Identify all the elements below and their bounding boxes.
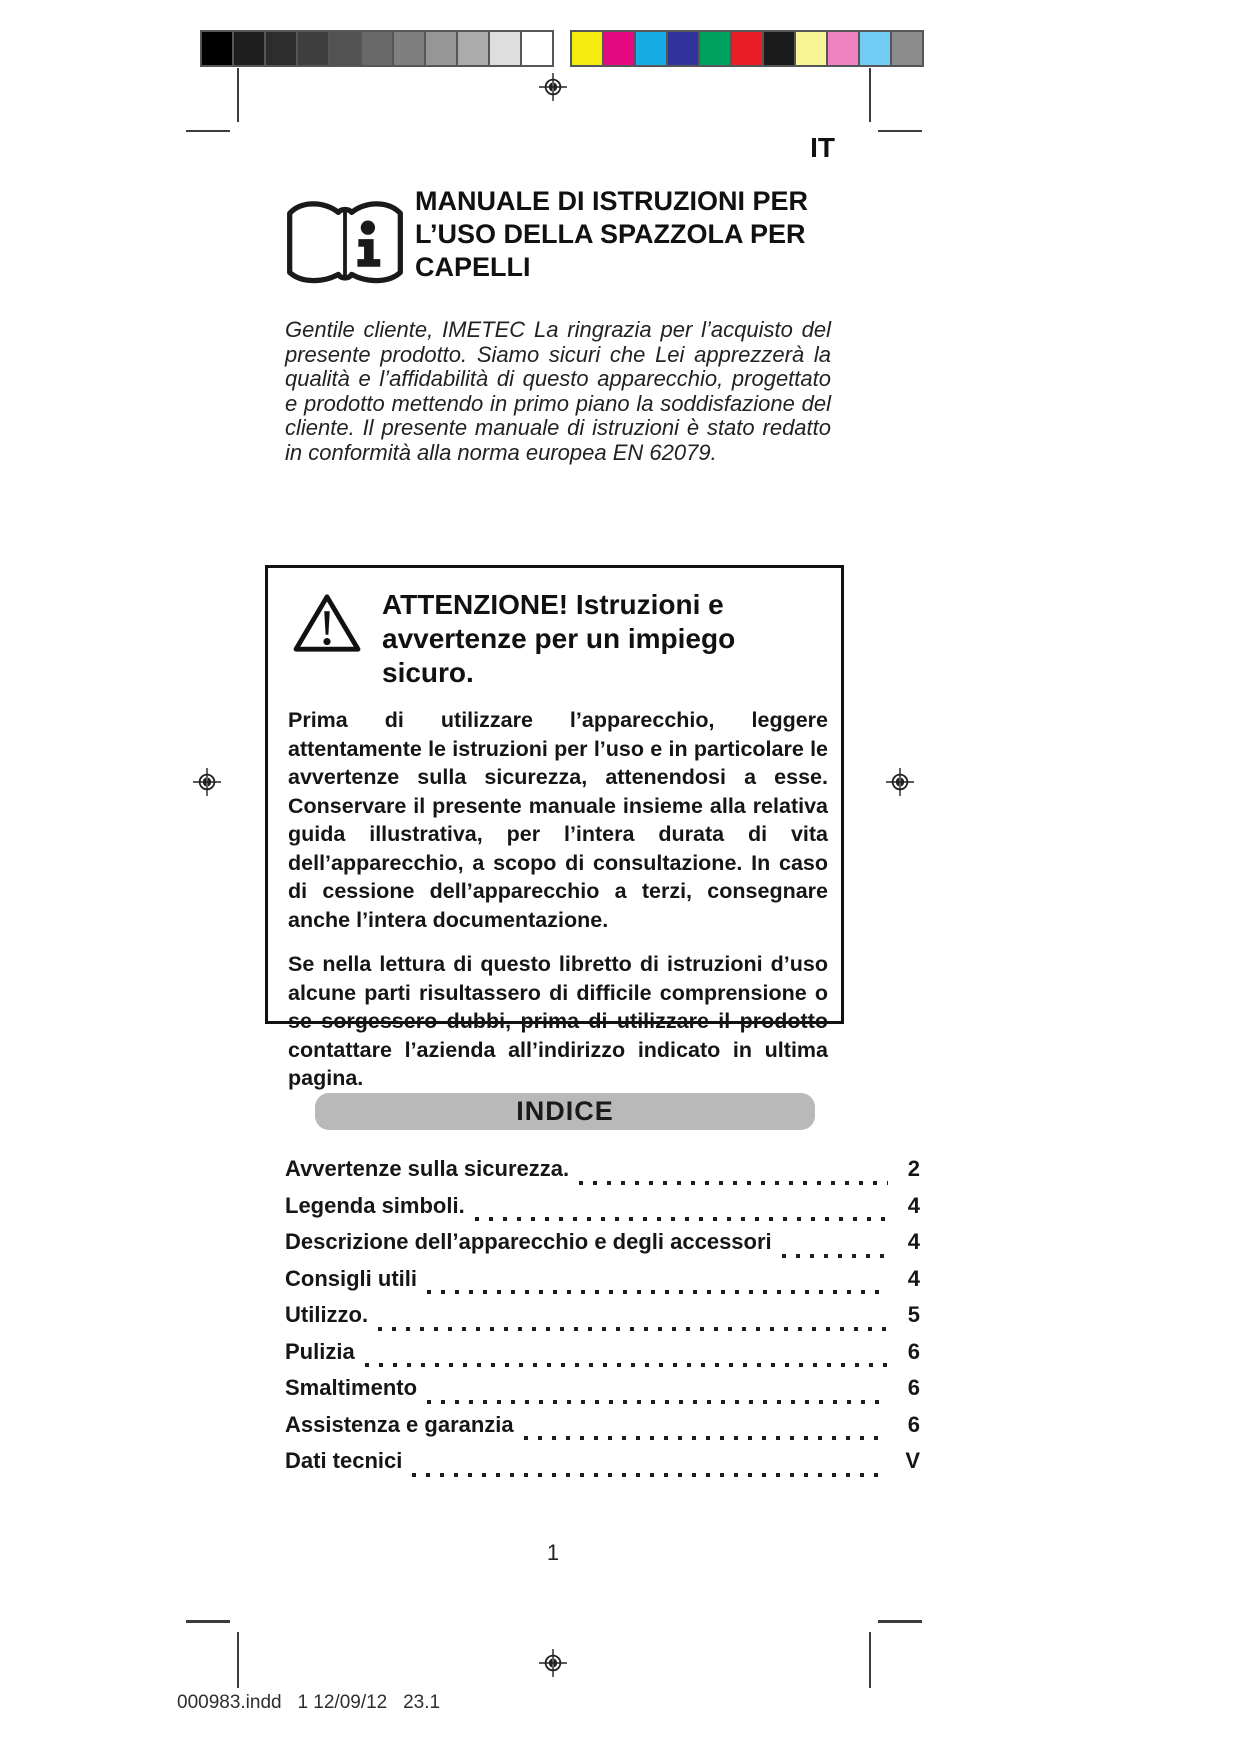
toc-dot-leader [427,1400,888,1404]
toc-dot-leader [782,1254,888,1258]
toc-dot-leader [378,1327,888,1331]
gray-swatch [520,30,554,67]
toc-entry-label: Avvertenze sulla sicurezza. [285,1156,570,1181]
toc-entry-label: Descrizione dell’apparecchio e degli accessori [285,1229,772,1254]
toc-dot-leader [365,1363,888,1367]
color-swatch [698,30,732,67]
registration-mark-icon [539,73,567,101]
toc-entry [285,1156,920,1193]
color-swatch [602,30,636,67]
toc-dot-leader [579,1181,888,1185]
toc-entry-label: Pulizia [285,1338,355,1364]
warning-box [265,565,844,1090]
crop-mark [878,1620,922,1623]
registration-mark-icon [886,768,914,796]
gray-swatch [232,30,266,67]
crop-mark [869,68,871,122]
toc-entry-page: 4 [907,1265,920,1291]
toc-entry-label: Utilizzo. [285,1302,369,1327]
crop-mark [186,1620,230,1623]
toc-entry [285,1193,920,1230]
warning-title: ATTENZIONE! Istruzioni e avvertenze per un impiego sicuro. [382,589,736,688]
crop-mark [237,68,239,122]
color-swatch [826,30,860,67]
toc-dot-leader [412,1473,888,1477]
toc-entry-label: Smaltimento [285,1375,418,1400]
color-swatch [794,30,828,67]
language-tag: IT [810,132,835,163]
intro-paragraph: Gentile cliente, IMETEC La ringrazia per l’acquisto del presente prodotto. Siamo sicuri che Lei apprezzerà la qualità e l’affidabilità di questo apparecchio, progettato e prodotto mettendo in primo piano la soddisfazione del cliente. Il presente manuale di istruzioni è stato redatto in conformità alla norma europea EN 62079. [285,317,831,465]
toc-entry-page: V [905,1448,920,1473]
toc-entry-page: 5 [907,1302,920,1327]
gray-swatch [264,30,298,67]
crop-mark [186,130,230,132]
warning-paragraph-1: Prima di utilizzare l’apparecchio, leggere attentamente le istruzioni per l’uso e in particolare le avvertenze sulla sicurezza, attenendosi a esse. Conservare il presente manuale insieme alla relativa guida illustrativa, per l’intera durata di vita dell’apparecchio, a scopo di consultazione. In caso di cessione dell’apparecchio a terzi, consegnare anche l’intera documentazione. [288,708,828,932]
toc-entry-page: 6 [907,1411,920,1437]
page-number: 1 [546,1540,560,1565]
gray-swatch [200,30,234,67]
gray-swatch [392,30,426,67]
toc-entry [285,1302,920,1339]
warning-header [288,588,821,690]
toc-dot-leader [475,1217,888,1221]
toc-entry-page: 6 [907,1338,920,1364]
crop-mark [869,1632,871,1688]
imprint-line: 000983.indd 1 12/09/12 23.1 [177,1692,441,1713]
toc-entry-page: 4 [907,1192,920,1218]
toc-dot-leader [524,1436,888,1440]
color-swatch [730,30,764,67]
gray-swatch [424,30,458,67]
toc-entry [285,1375,920,1412]
toc-entry-label: Assistenza e garanzia [285,1411,514,1437]
color-swatch [858,30,892,67]
registration-mark-icon [539,1649,567,1677]
toc-entry [285,1339,920,1376]
color-swatch [570,30,604,67]
color-swatch [666,30,700,67]
color-swatch [634,30,668,67]
instruction-manual-icon [283,191,407,291]
toc-entry-page: 6 [907,1375,920,1400]
page-title: MANUALE DI ISTRUZIONI PER L’USO DELLA SPAZZOLA PER CAPELLI [415,186,809,282]
gray-swatch [360,30,394,67]
index-header [315,1093,815,1130]
color-swatch [890,30,924,67]
gray-swatch [488,30,522,67]
index-title: INDICE [516,1096,614,1126]
grayscale-calibration-bar [200,30,554,67]
toc-entry [285,1266,920,1303]
crop-mark [237,1632,239,1688]
toc-entry-page: 4 [907,1229,920,1254]
crop-mark [878,130,922,132]
toc-entry [285,1448,920,1485]
gray-swatch [328,30,362,67]
toc-entry [285,1229,920,1266]
gray-swatch [456,30,490,67]
toc-entry-page: 2 [907,1156,920,1181]
toc-entry-label: Legenda simboli. [285,1192,465,1218]
title-block [283,185,847,291]
color-calibration-bar [570,30,924,67]
toc-entry [285,1412,920,1449]
gray-swatch [296,30,330,67]
warning-triangle-icon [292,592,362,654]
toc-entry-label: Dati tecnici [285,1448,403,1473]
table-of-contents [285,1156,920,1485]
registration-mark-icon [193,768,221,796]
color-swatch [762,30,796,67]
toc-entry-label: Consigli utili [285,1265,417,1291]
toc-dot-leader [427,1290,888,1294]
warning-paragraph-2: Se nella lettura di questo libretto di istruzioni d’uso alcune parti risultassero di difficile comprensione o se sorgessero dubbi, prima di utilizzare il prodotto contattare l’azienda all’indirizzo indicato in ultima pagina. [288,952,828,1090]
